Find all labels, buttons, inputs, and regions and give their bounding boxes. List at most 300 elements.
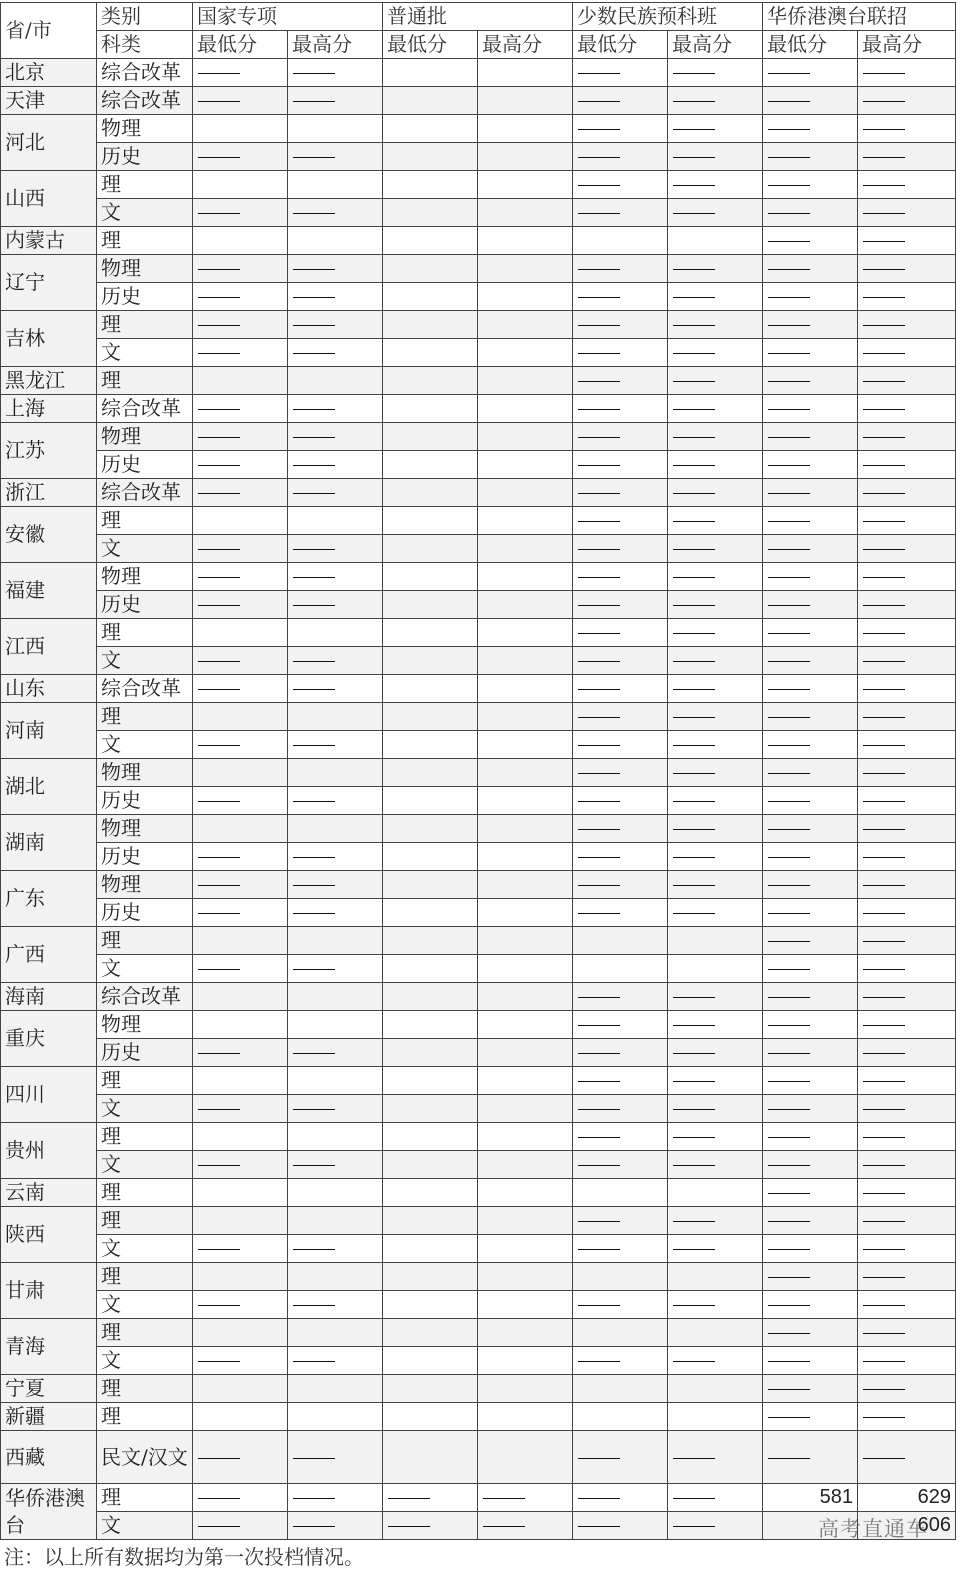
table-row xyxy=(1,1011,956,1039)
table-row xyxy=(1,311,956,339)
empty-score-cell xyxy=(193,479,288,507)
empty-score-cell xyxy=(668,703,763,731)
dash-mark xyxy=(198,213,240,214)
dash-mark xyxy=(768,241,810,242)
empty-score-cell xyxy=(573,451,668,479)
empty-score-cell xyxy=(573,591,668,619)
dash-mark xyxy=(578,101,620,102)
dash-mark xyxy=(673,73,715,74)
blank-cell xyxy=(383,983,478,1011)
empty-score-cell xyxy=(288,675,383,703)
empty-score-cell xyxy=(193,59,288,87)
empty-score-cell xyxy=(763,1039,858,1067)
empty-score-cell xyxy=(573,199,668,227)
empty-score-cell xyxy=(288,843,383,871)
dash-mark xyxy=(293,577,335,578)
empty-score-cell xyxy=(858,311,956,339)
table-row xyxy=(1,367,956,395)
dash-mark xyxy=(863,297,905,298)
empty-score-cell xyxy=(573,395,668,423)
empty-score-cell xyxy=(668,1235,763,1263)
blank-cell xyxy=(478,199,573,227)
empty-score-cell xyxy=(573,1011,668,1039)
empty-score-cell xyxy=(573,507,668,535)
empty-score-cell xyxy=(573,283,668,311)
province-cell: 重庆 xyxy=(1,1011,97,1067)
blank-cell xyxy=(478,451,573,479)
table-row xyxy=(1,1067,956,1095)
dash-mark xyxy=(673,997,715,998)
empty-score-cell xyxy=(668,59,763,87)
empty-score-cell xyxy=(858,1179,956,1207)
empty-score-cell xyxy=(193,731,288,759)
dash-mark xyxy=(863,213,905,214)
province-cell: 河南 xyxy=(1,703,97,759)
empty-score-cell xyxy=(288,563,383,591)
table-row xyxy=(1,451,956,479)
empty-score-cell xyxy=(858,1375,956,1403)
province-cell: 北京 xyxy=(1,59,97,87)
blank-cell xyxy=(478,1095,573,1123)
blank-cell xyxy=(478,731,573,759)
dash-mark xyxy=(293,353,335,354)
table-row xyxy=(1,1039,956,1067)
empty-score-cell xyxy=(858,59,956,87)
dash-mark xyxy=(578,73,620,74)
empty-score-cell xyxy=(763,675,858,703)
empty-score-cell xyxy=(573,1512,668,1540)
blank-cell xyxy=(193,815,288,843)
dash-mark xyxy=(198,269,240,270)
dash-mark xyxy=(768,157,810,158)
empty-score-cell xyxy=(668,255,763,283)
table-row xyxy=(1,423,956,451)
blank-cell xyxy=(573,1179,668,1207)
dash-mark xyxy=(863,1081,905,1082)
dash-mark xyxy=(768,1277,810,1278)
empty-score-cell xyxy=(858,255,956,283)
category-header: 类别 xyxy=(97,3,193,31)
blank-cell xyxy=(193,1011,288,1039)
table-row xyxy=(1,1123,956,1151)
empty-score-cell xyxy=(668,815,763,843)
table-row xyxy=(1,535,956,563)
empty-score-cell xyxy=(193,535,288,563)
blank-cell xyxy=(478,1235,573,1263)
dash-mark xyxy=(768,773,810,774)
dash-mark xyxy=(768,913,810,914)
dash-mark xyxy=(293,325,335,326)
empty-score-cell xyxy=(573,115,668,143)
table-row xyxy=(1,871,956,899)
dash-mark xyxy=(673,1498,715,1499)
empty-score-cell xyxy=(668,535,763,563)
dash-mark xyxy=(863,437,905,438)
dash-mark xyxy=(578,1526,620,1527)
dash-mark xyxy=(198,857,240,858)
empty-score-cell xyxy=(763,479,858,507)
dash-mark xyxy=(768,493,810,494)
dash-mark xyxy=(768,689,810,690)
blank-cell xyxy=(478,115,573,143)
dash-mark xyxy=(293,745,335,746)
dash-mark xyxy=(578,913,620,914)
dash-mark xyxy=(768,1053,810,1054)
empty-score-cell xyxy=(858,1095,956,1123)
group-header-national: 国家专项 xyxy=(193,3,383,31)
empty-score-cell xyxy=(858,1011,956,1039)
blank-cell xyxy=(478,843,573,871)
empty-score-cell xyxy=(573,311,668,339)
empty-score-cell xyxy=(288,647,383,675)
blank-cell xyxy=(478,1263,573,1291)
empty-score-cell xyxy=(668,367,763,395)
dash-mark xyxy=(198,437,240,438)
dash-mark xyxy=(198,1498,240,1499)
blank-cell xyxy=(383,171,478,199)
empty-score-cell xyxy=(763,367,858,395)
score-value: 629 xyxy=(858,1484,956,1512)
blank-cell xyxy=(288,619,383,647)
dash-mark xyxy=(673,1025,715,1026)
blank-cell xyxy=(383,367,478,395)
dash-mark xyxy=(673,129,715,130)
empty-score-cell xyxy=(288,1151,383,1179)
table-row xyxy=(1,955,956,983)
dash-mark xyxy=(673,605,715,606)
table-row xyxy=(1,1151,956,1179)
empty-score-cell xyxy=(193,339,288,367)
empty-score-cell xyxy=(573,1151,668,1179)
blank-cell xyxy=(288,1011,383,1039)
empty-score-cell xyxy=(193,1039,288,1067)
blank-cell xyxy=(478,255,573,283)
empty-score-cell xyxy=(573,1291,668,1319)
blank-cell xyxy=(193,1319,288,1347)
empty-score-cell xyxy=(193,955,288,983)
subject-cell: 理 xyxy=(97,1403,193,1431)
subject-cell: 物理 xyxy=(97,815,193,843)
dash-mark xyxy=(293,1249,335,1250)
dash-mark xyxy=(198,549,240,550)
province-cell: 西藏 xyxy=(1,1431,97,1484)
subject-header: 科类 xyxy=(97,31,193,59)
dash-mark xyxy=(863,521,905,522)
dash-mark xyxy=(198,325,240,326)
empty-score-cell xyxy=(573,1039,668,1067)
province-cell: 湖南 xyxy=(1,815,97,871)
province-cell: 天津 xyxy=(1,87,97,115)
empty-score-cell xyxy=(288,899,383,927)
empty-score-cell xyxy=(288,1484,383,1512)
subject-cell: 物理 xyxy=(97,759,193,787)
blank-cell xyxy=(478,647,573,675)
dash-mark xyxy=(768,129,810,130)
blank-cell xyxy=(383,1319,478,1347)
dash-mark xyxy=(768,1361,810,1362)
blank-cell xyxy=(478,143,573,171)
empty-score-cell xyxy=(573,255,668,283)
empty-score-cell xyxy=(858,983,956,1011)
blank-cell xyxy=(383,143,478,171)
blank-cell xyxy=(288,1403,383,1431)
dash-mark xyxy=(578,1458,620,1459)
table-row xyxy=(1,563,956,591)
province-cell: 新疆 xyxy=(1,1403,97,1431)
dash-mark xyxy=(863,129,905,130)
dash-mark xyxy=(198,661,240,662)
empty-score-cell xyxy=(668,1123,763,1151)
empty-score-cell xyxy=(763,1375,858,1403)
subject-cell: 综合改革 xyxy=(97,87,193,115)
empty-score-cell xyxy=(763,1179,858,1207)
blank-cell xyxy=(383,871,478,899)
blank-cell xyxy=(383,1263,478,1291)
blank-cell xyxy=(478,507,573,535)
dash-mark xyxy=(293,409,335,410)
empty-score-cell xyxy=(288,871,383,899)
empty-score-cell xyxy=(288,591,383,619)
dash-mark xyxy=(578,465,620,466)
subject-cell: 理 xyxy=(97,507,193,535)
dash-mark xyxy=(768,857,810,858)
empty-score-cell xyxy=(573,87,668,115)
table-row xyxy=(1,815,956,843)
dash-mark xyxy=(198,409,240,410)
dash-mark xyxy=(863,1458,905,1459)
dash-mark xyxy=(673,101,715,102)
dash-mark xyxy=(768,941,810,942)
empty-score-cell xyxy=(193,451,288,479)
table-row xyxy=(1,899,956,927)
empty-score-cell xyxy=(858,1291,956,1319)
blank-cell xyxy=(478,339,573,367)
empty-score-cell xyxy=(763,311,858,339)
subject-cell: 文 xyxy=(97,1512,193,1540)
dash-mark xyxy=(863,801,905,802)
dash-mark xyxy=(673,549,715,550)
empty-score-cell xyxy=(573,143,668,171)
blank-cell xyxy=(478,703,573,731)
empty-score-cell xyxy=(763,731,858,759)
blank-cell xyxy=(288,1263,383,1291)
subject-cell: 理 xyxy=(97,171,193,199)
blank-cell xyxy=(383,1431,478,1484)
dash-mark xyxy=(293,1526,335,1527)
blank-cell xyxy=(288,367,383,395)
dash-mark xyxy=(293,73,335,74)
empty-score-cell xyxy=(858,675,956,703)
dash-mark xyxy=(863,941,905,942)
subject-cell: 历史 xyxy=(97,591,193,619)
dash-mark xyxy=(198,1361,240,1362)
province-cell: 河北 xyxy=(1,115,97,171)
dash-mark xyxy=(673,1361,715,1362)
dash-mark xyxy=(863,185,905,186)
group-header-minority-prep: 少数民族预科班 xyxy=(573,3,763,31)
empty-score-cell xyxy=(193,87,288,115)
table-row xyxy=(1,1512,956,1540)
group-header-regular: 普通批 xyxy=(383,3,573,31)
table-row xyxy=(1,591,956,619)
province-cell: 浙江 xyxy=(1,479,97,507)
province-cell: 内蒙古 xyxy=(1,227,97,255)
dash-mark xyxy=(768,521,810,522)
dash-mark xyxy=(198,1249,240,1250)
dash-mark xyxy=(863,969,905,970)
dash-mark xyxy=(768,409,810,410)
blank-cell xyxy=(478,759,573,787)
dash-mark xyxy=(578,1081,620,1082)
dash-mark xyxy=(768,605,810,606)
empty-score-cell xyxy=(573,367,668,395)
empty-score-cell xyxy=(193,255,288,283)
blank-cell xyxy=(193,507,288,535)
blank-cell xyxy=(288,815,383,843)
province-cell: 甘肃 xyxy=(1,1263,97,1319)
subject-cell: 文 xyxy=(97,1095,193,1123)
blank-cell xyxy=(288,115,383,143)
blank-cell xyxy=(668,927,763,955)
blank-cell xyxy=(383,731,478,759)
table-row xyxy=(1,1431,956,1484)
dash-mark xyxy=(768,353,810,354)
empty-score-cell xyxy=(193,1151,288,1179)
empty-score-cell xyxy=(573,899,668,927)
blank-cell xyxy=(478,1291,573,1319)
dash-mark xyxy=(863,633,905,634)
empty-score-cell xyxy=(668,983,763,1011)
dash-mark xyxy=(863,73,905,74)
dash-mark xyxy=(578,157,620,158)
dash-mark xyxy=(673,493,715,494)
blank-cell xyxy=(383,759,478,787)
empty-score-cell xyxy=(193,899,288,927)
dash-mark xyxy=(863,577,905,578)
empty-score-cell xyxy=(668,647,763,675)
empty-score-cell xyxy=(573,1484,668,1512)
blank-cell xyxy=(478,675,573,703)
blank-cell xyxy=(383,1207,478,1235)
province-cell: 广西 xyxy=(1,927,97,983)
empty-score-cell xyxy=(668,479,763,507)
dash-mark xyxy=(768,381,810,382)
dash-mark xyxy=(863,857,905,858)
empty-score-cell xyxy=(763,759,858,787)
dash-mark xyxy=(863,997,905,998)
dash-mark xyxy=(578,409,620,410)
dash-mark xyxy=(293,689,335,690)
blank-cell xyxy=(383,199,478,227)
dash-mark xyxy=(863,1389,905,1390)
min-score-header: 最低分 xyxy=(383,31,478,59)
dash-mark xyxy=(293,1109,335,1110)
dash-mark xyxy=(768,185,810,186)
dash-mark xyxy=(293,269,335,270)
dash-mark xyxy=(293,801,335,802)
dash-mark xyxy=(578,521,620,522)
max-score-header: 最高分 xyxy=(858,31,956,59)
empty-score-cell xyxy=(383,1484,478,1512)
dash-mark xyxy=(768,325,810,326)
max-score-header: 最高分 xyxy=(668,31,763,59)
dash-mark xyxy=(578,549,620,550)
dash-mark xyxy=(578,1165,620,1166)
table-row xyxy=(1,787,956,815)
blank-cell xyxy=(193,367,288,395)
group-header-overseas: 华侨港澳台联招 xyxy=(763,3,956,31)
dash-mark xyxy=(768,269,810,270)
empty-score-cell xyxy=(668,1095,763,1123)
empty-score-cell xyxy=(858,283,956,311)
blank-cell xyxy=(478,1431,573,1484)
blank-cell xyxy=(288,1067,383,1095)
empty-score-cell xyxy=(858,339,956,367)
blank-cell xyxy=(478,535,573,563)
blank-cell xyxy=(383,647,478,675)
table-row xyxy=(1,255,956,283)
empty-score-cell xyxy=(858,451,956,479)
blank-cell xyxy=(383,1291,478,1319)
dash-mark xyxy=(863,829,905,830)
blank-cell xyxy=(478,1403,573,1431)
blank-cell xyxy=(478,1347,573,1375)
dash-mark xyxy=(578,437,620,438)
blank-cell xyxy=(383,619,478,647)
dash-mark xyxy=(673,269,715,270)
empty-score-cell xyxy=(383,1512,478,1540)
province-cell: 广东 xyxy=(1,871,97,927)
empty-score-cell xyxy=(668,843,763,871)
dash-mark xyxy=(578,661,620,662)
dash-mark xyxy=(673,409,715,410)
subject-cell: 历史 xyxy=(97,1039,193,1067)
dash-mark xyxy=(863,1193,905,1194)
blank-cell xyxy=(193,983,288,1011)
blank-cell xyxy=(478,619,573,647)
subject-cell: 物理 xyxy=(97,1011,193,1039)
dash-mark xyxy=(768,661,810,662)
subject-cell: 历史 xyxy=(97,787,193,815)
empty-score-cell xyxy=(573,815,668,843)
subject-cell: 文 xyxy=(97,199,193,227)
dash-mark xyxy=(768,717,810,718)
blank-cell xyxy=(478,1151,573,1179)
subject-cell: 文 xyxy=(97,731,193,759)
empty-score-cell xyxy=(858,619,956,647)
blank-cell xyxy=(288,703,383,731)
empty-score-cell xyxy=(288,787,383,815)
dash-mark xyxy=(768,1389,810,1390)
subject-cell: 理 xyxy=(97,1484,193,1512)
dash-mark xyxy=(768,1249,810,1250)
empty-score-cell xyxy=(573,1207,668,1235)
empty-score-cell xyxy=(763,1067,858,1095)
score-value: 581 xyxy=(763,1484,858,1512)
subject-cell: 理 xyxy=(97,703,193,731)
subject-cell: 历史 xyxy=(97,143,193,171)
empty-score-cell xyxy=(763,1123,858,1151)
blank-cell xyxy=(193,115,288,143)
empty-score-cell xyxy=(668,1151,763,1179)
empty-score-cell xyxy=(573,563,668,591)
blank-cell xyxy=(478,479,573,507)
max-score-header: 最高分 xyxy=(478,31,573,59)
province-cell: 黑龙江 xyxy=(1,367,97,395)
dash-mark xyxy=(768,885,810,886)
blank-cell xyxy=(383,815,478,843)
province-cell: 吉林 xyxy=(1,311,97,367)
